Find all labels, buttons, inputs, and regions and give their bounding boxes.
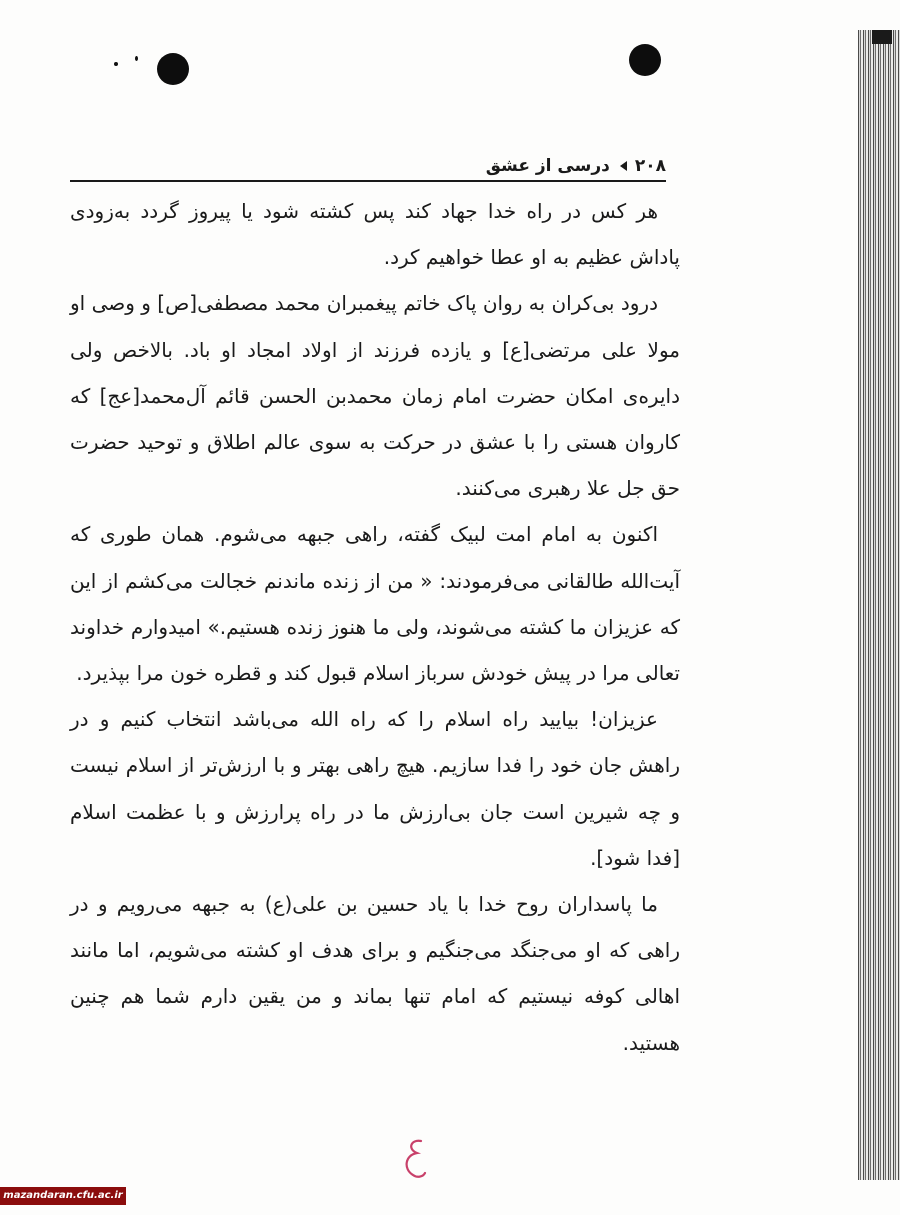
paragraph-2: درود بی‌کران به روان پاک خاتم پیغمبران محمد مصطفی[ص] و وصی او مولا علی مرتضی[ع] و یازده فرزند از اولاد امجاد او باد. بالاخص ولی دایره‌ی امکان حضرت امام زمان محمدبن الحسن قائم آل‌محمد[عج] که کاروان هستی را با عشق در حرکت به سوی عالم اطلاق و توحید حضرت حق جل علا رهبری می‌کنند. <box>70 291 680 501</box>
paragraph-5: ما پاسداران روح خدا با یاد حسین بن علی(ع) به جبهه می‌رویم و در راهی که او می‌جنگد می‌جنگیم و برای هدف او کشته می‌شویم، اما مانند اهالی کوفه نیستیم که امام تنها بماند و من یقین دارم شما هم چنین هستید. <box>70 892 680 1055</box>
source-watermark: mazandaran.cfu.ac.ir <box>0 1187 126 1205</box>
binder-edge-mark <box>872 30 892 44</box>
ink-speck <box>114 62 118 66</box>
handwritten-page-mark <box>395 1135 435 1185</box>
running-header <box>70 150 666 182</box>
body-text <box>70 188 680 1066</box>
paragraph-1: هر کس در راه خدا جهاد کند پس کشته شود یا پیروز گردد به‌زودی پاداش عظیم به او عطا خواهیم کرد. <box>70 199 680 270</box>
punch-hole-left <box>157 53 189 85</box>
ink-speck <box>135 56 138 61</box>
paragraph-4: عزیزان! بیایید راه اسلام را که راه الله می‌باشد انتخاب کنیم و در راهش جان خود را فدا سازیم. هیچ راهی بهتر و با ارزش‌تر از اسلام نیست و چه شیرین است جان بی‌ارزش ما در راه پرارزش و با عظمت اسلام [فدا شود]. <box>70 707 680 870</box>
page-number: ۲۰۸ <box>634 156 666 176</box>
header-divider <box>70 180 666 182</box>
punch-hole-right <box>629 44 661 76</box>
book-title: درسی از عشق <box>485 156 610 176</box>
arrow-left-icon <box>620 161 627 171</box>
binder-edge <box>858 30 900 1180</box>
paragraph-3: اکنون به امام امت لبیک گفته، راهی جبهه می‌شوم. همان طوری که آیت‌الله طالقانی می‌فرمودند: « من از زنده ماندنم خجالت می‌کشم از این که عزیزان ما کشته می‌شوند، ولی ما هنوز زنده هستیم.» امیدوارم خداوند تعالی مرا در پیش خودش سرباز اسلام قبول کند و قطره خون مرا بپذیرد. <box>70 522 680 686</box>
